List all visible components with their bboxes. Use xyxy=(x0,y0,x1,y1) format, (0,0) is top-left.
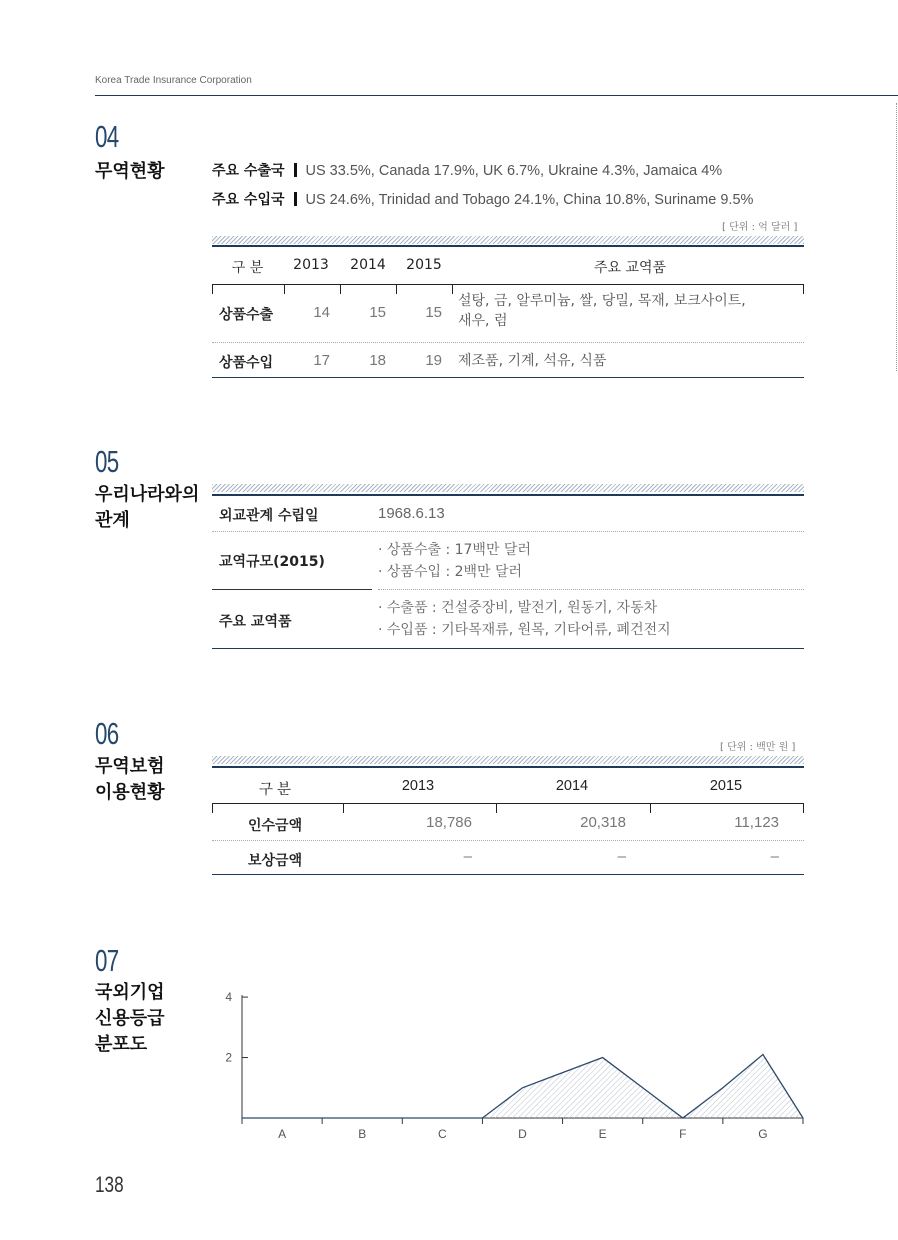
table-hatch-band xyxy=(212,236,804,244)
col-header-category: 구 분 xyxy=(231,260,264,276)
col-header-2014: 2014 xyxy=(555,778,589,794)
section-07-title-line3: 분포도 xyxy=(95,1034,148,1055)
row-divider xyxy=(212,531,804,532)
export-goods-line2: 새우, 럼 xyxy=(458,313,508,329)
header-divider xyxy=(95,95,898,96)
row-label-compensation: 보상금액 xyxy=(248,853,303,869)
x-label-B: B xyxy=(358,1127,367,1141)
row-divider xyxy=(212,840,804,841)
section-04-number: 04 xyxy=(95,119,119,154)
compensation-2014: – xyxy=(617,848,626,865)
import-2015: 19 xyxy=(425,352,442,369)
table-bottom-rule xyxy=(212,648,804,649)
col-header-2015: 2015 xyxy=(406,257,442,273)
row-label-underwriting: 인수금액 xyxy=(248,818,303,834)
x-label-E: E xyxy=(598,1127,607,1141)
table-hatch-band xyxy=(212,756,804,764)
section-07-title-line2: 신용등급 xyxy=(95,1008,165,1029)
export-2015: 15 xyxy=(425,304,442,321)
export-2013: 14 xyxy=(313,304,330,321)
row-label-export: 상품수출 xyxy=(219,307,274,323)
import-value: US 24.6%, Trinidad and Tobago 24.1%, China 10.8%, Suriname 9.5% xyxy=(305,192,754,208)
main-goods-import: · 수입품 : 기타목재류, 원목, 기타어류, 폐건전지 xyxy=(378,622,671,638)
section-05-number: 05 xyxy=(95,444,119,479)
trade-volume-export: · 상품수출 : 17백만 달러 xyxy=(378,542,531,558)
table-bottom-rule xyxy=(212,377,804,378)
relation-value-diplomatic: 1968.6.13 xyxy=(378,505,445,522)
table-top-rule xyxy=(212,494,804,496)
relation-value-trade-volume xyxy=(378,539,531,583)
export-2014: 15 xyxy=(369,304,386,321)
section-05-title-line2: 관계 xyxy=(95,510,130,531)
col-header-main-goods: 주요 교역품 xyxy=(593,260,667,276)
relation-label-diplomatic: 외교관계 수립일 xyxy=(219,508,319,524)
header-separator xyxy=(212,803,804,813)
unit-label: [ 단위 : 억 달러 ] xyxy=(722,222,798,233)
section-06-title xyxy=(95,754,165,806)
x-label-A: A xyxy=(278,1127,287,1141)
col-header-2013: 2013 xyxy=(293,257,329,273)
import-label: 주요 수입국 xyxy=(212,192,285,208)
x-label-G: G xyxy=(758,1127,768,1141)
section-05-title-line1: 우리나라와의 xyxy=(95,484,200,505)
compensation-2013: – xyxy=(463,848,472,865)
section-04-title: 무역현황 xyxy=(95,161,165,182)
export-goods-line1: 설탕, 금, 알루미늄, 쌀, 당밀, 목재, 보크사이트, xyxy=(458,293,746,309)
area-fill xyxy=(402,1055,803,1118)
main-import-countries xyxy=(212,189,753,209)
section-06-number: 06 xyxy=(95,716,119,751)
col-header-2015: 2015 xyxy=(709,778,743,794)
section-06-title-line1: 무역보험 xyxy=(95,756,165,777)
underwriting-2015: 11,123 xyxy=(734,814,779,831)
import-2013: 17 xyxy=(313,352,330,369)
export-value: US 33.5%, Canada 17.9%, UK 6.7%, Ukraine 4.3%, Jamaica 4% xyxy=(305,163,723,179)
main-export-countries xyxy=(212,160,722,180)
x-label-C: C xyxy=(438,1127,447,1141)
x-label-D: D xyxy=(518,1127,527,1141)
underwriting-2014: 20,318 xyxy=(580,814,626,831)
table-top-rule xyxy=(212,245,804,247)
section-07-title xyxy=(95,980,165,1058)
y-tick-label-2: 2 xyxy=(225,1050,232,1065)
col-header-category: 구 분 xyxy=(258,782,292,798)
relation-label-trade-volume: 교역규모(2015) xyxy=(219,554,325,570)
x-label-F: F xyxy=(679,1127,687,1141)
trade-volume-import: · 상품수입 : 2백만 달러 xyxy=(378,564,523,580)
relation-value-main-goods xyxy=(378,597,671,641)
row-label-import: 상품수입 xyxy=(219,355,274,371)
import-2014: 18 xyxy=(369,352,386,369)
table-bottom-rule xyxy=(212,874,804,875)
col-header-2013: 2013 xyxy=(401,778,435,794)
page-number: 138 xyxy=(95,1172,124,1197)
compensation-2015: – xyxy=(770,848,779,865)
row-divider xyxy=(212,342,804,343)
table-top-rule xyxy=(212,766,804,768)
import-goods: 제조품, 기계, 석유, 식품 xyxy=(458,353,607,369)
row-divider xyxy=(378,589,804,590)
separator-bar xyxy=(294,192,297,206)
relation-label-main-goods: 주요 교역품 xyxy=(219,614,292,630)
row-divider-solid xyxy=(212,589,372,590)
col-header-2014: 2014 xyxy=(350,257,386,273)
export-goods xyxy=(458,291,746,331)
section-06-title-line2: 이용현황 xyxy=(95,782,165,803)
underwriting-2013: 18,786 xyxy=(426,814,472,831)
section-07-title-line1: 국외기업 xyxy=(95,982,165,1003)
section-07-number: 07 xyxy=(95,943,119,978)
main-goods-export: · 수출품 : 건설중장비, 발전기, 원동기, 자동차 xyxy=(378,600,658,616)
section-05-title xyxy=(95,482,199,534)
separator-bar xyxy=(294,163,297,177)
y-tick-label-4: 4 xyxy=(225,990,232,1005)
table-hatch-band xyxy=(212,484,804,492)
export-label: 주요 수출국 xyxy=(212,163,285,179)
credit-rating-chart xyxy=(215,985,815,1145)
unit-label: [ 단위 : 백만 원 ] xyxy=(720,742,796,753)
header-org-name: Korea Trade Insurance Corporation xyxy=(95,75,252,86)
